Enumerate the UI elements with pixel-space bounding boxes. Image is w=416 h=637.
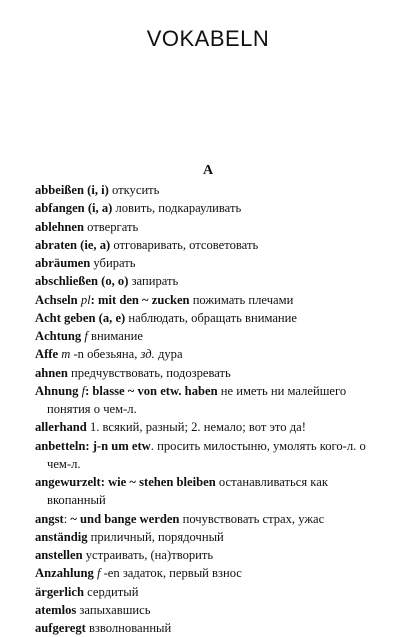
headword-phrase: : blasse ~ von etw. haben — [85, 383, 218, 398]
headword-phrase: : mit den ~ zucken — [90, 292, 190, 307]
grammar-note: f — [93, 566, 101, 581]
vocab-entry — [35, 510, 380, 528]
vocab-entry — [35, 473, 380, 510]
translation: запыхавшись — [76, 602, 151, 617]
vocab-entry — [35, 218, 380, 236]
vocab-entry — [35, 601, 380, 619]
headword: abräumen — [35, 256, 91, 270]
translation: почувствовать страх, ужас — [179, 511, 325, 526]
translation: приличный, порядочный — [87, 529, 224, 544]
vocab-entry — [35, 272, 380, 290]
translation: внимание — [87, 329, 143, 343]
headword: angewurzelt: wie ~ stehen bleiben — [35, 475, 216, 489]
translation: отвергать — [84, 219, 139, 234]
headword: atemlos — [35, 602, 77, 617]
vocab-entry — [35, 528, 380, 546]
page-title: VOKABELN — [146, 26, 270, 51]
headword: abraten (ie, a) — [35, 237, 111, 252]
vocab-entry — [35, 345, 380, 363]
headword-phrase: ~ und bange werden — [70, 511, 180, 526]
headword: abfangen (i, a) — [35, 201, 113, 216]
headword: anständig — [35, 529, 88, 544]
translation: взволнованный — [85, 621, 172, 635]
translation: пожимать плечами — [189, 292, 294, 307]
vocab-entry — [35, 564, 380, 582]
vocab-entry — [35, 327, 380, 345]
translation: откусить — [108, 183, 160, 197]
translation: -n обезьяна, — [70, 347, 141, 362]
translation: ловить, подкарауливать — [112, 201, 242, 216]
translation: запирать — [128, 274, 179, 289]
grammar-note: m — [58, 347, 71, 362]
vocab-entry — [35, 382, 380, 419]
headword: Affe — [35, 347, 59, 362]
headword: angst — [35, 511, 64, 526]
headword: anstellen — [35, 548, 83, 562]
headword: ahnen — [35, 365, 68, 380]
grammar-note: f — [81, 329, 88, 343]
vocab-entry — [35, 619, 380, 637]
vocab-entry — [35, 254, 380, 272]
vocabulary-list — [35, 181, 380, 637]
headword: allerhand — [35, 420, 87, 435]
grammar-note: pl — [77, 292, 91, 307]
headword: Achtung — [35, 329, 82, 343]
vocab-entry — [35, 236, 380, 254]
translation-extra: дура — [154, 347, 183, 362]
section-letter: A — [202, 163, 214, 178]
vocab-entry — [35, 199, 380, 217]
vocab-entry — [35, 437, 380, 474]
headword: abbeißen (i, i) — [35, 183, 109, 197]
vocab-entry — [35, 583, 380, 601]
translation: . просить милостыню, умолять кого-л. о чем-л. — [47, 438, 366, 471]
translation: -en задаток, первый взнос — [100, 566, 242, 581]
translation: предчувствовать, подозревать — [67, 365, 231, 380]
translation: не иметь ни малейшего понятия о чем-л. — [47, 383, 347, 416]
headword: ablehnen — [35, 219, 84, 234]
translation-separator: : — [63, 511, 71, 526]
vocab-entry — [35, 181, 380, 199]
headword: Anzahlung — [35, 566, 94, 581]
vocab-entry — [35, 364, 380, 382]
headword: ärgerlich — [35, 584, 84, 599]
vocab-entry — [35, 418, 380, 436]
translation: сердитый — [83, 584, 139, 599]
translation: 1. всякий, разный; 2. немало; вот это да! — [86, 420, 306, 435]
translation: убирать — [90, 256, 136, 270]
headword: Acht geben (a, e) — [35, 310, 126, 325]
headword: abschließen (o, o) — [35, 274, 129, 289]
vocab-entry — [35, 291, 380, 309]
headword: Ahnung — [35, 383, 79, 398]
headword: aufgeregt — [35, 621, 86, 635]
translation: наблюдать, обращать внимание — [125, 310, 298, 325]
grammar-note: f — [78, 383, 86, 398]
headword: anbetteln: j-n um etw — [35, 438, 151, 453]
vocab-entry — [35, 309, 380, 327]
translation: устраивать, (на)творить — [82, 548, 214, 562]
headword: Achseln — [35, 292, 78, 307]
translation: останавливаться как вкопанный — [47, 475, 328, 508]
translation: отговаривать, отсоветовать — [110, 237, 259, 252]
vocab-entry — [35, 546, 380, 564]
usage-note: зд. — [140, 347, 155, 362]
